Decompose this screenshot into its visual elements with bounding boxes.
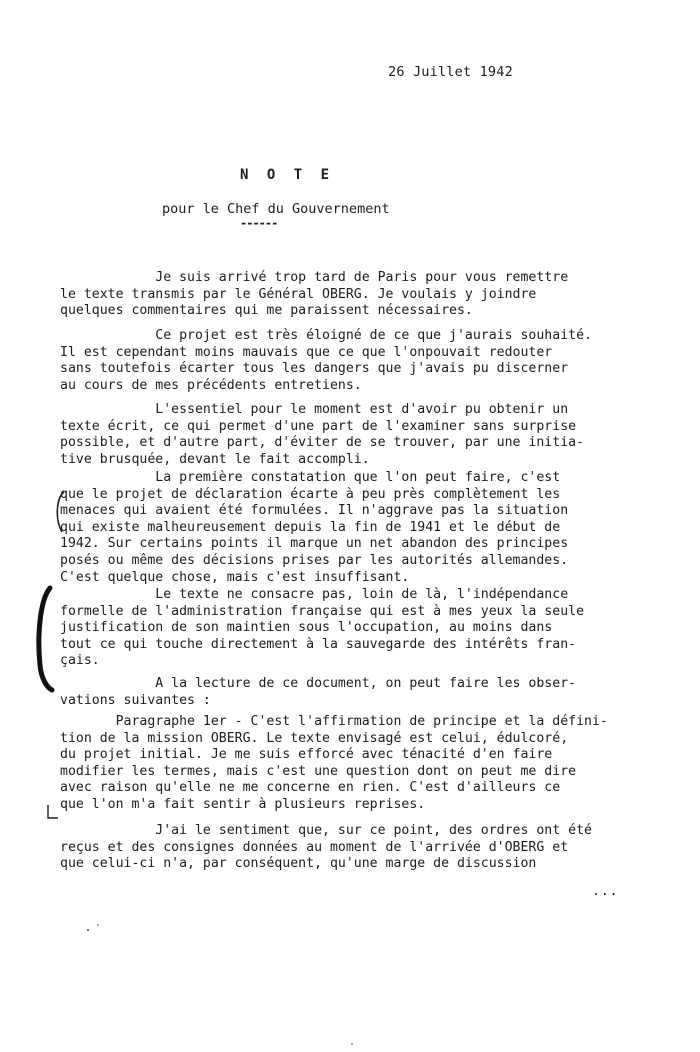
paragraph-5: Le texte ne consacre pas, loin de là, l'indépendance formelle de l'administration française qui est à mes yeux la seule justification de son maintien sous l'occupation, au moins dans tout ce qui touche directement à la sauvegarde des intérêts fran- çais. — [60, 587, 585, 669]
continuation-marker: ... — [592, 884, 619, 899]
paragraph-1: Je suis arrivé trop tard de Paris pour vous remettre le texte transmis par le Général OBERG. Je voulais y joindre quelques commentaires qui me paraissent nécessaires. — [60, 270, 569, 319]
paragraph-8: J'ai le sentiment que, sur ce point, des ordres ont été reçus et des consignes données au moment de l'arrivée d'OBERG et que celui-ci n'a, par conséquent, qu'une marge de discussion — [60, 823, 592, 872]
paragraph-3: L'essentiel pour le moment est d'avoir pu obtenir un texte écrit, ce qui permet d'une part de l'examiner sans surprise possible, et d'autre part, d'éviter de se trouver, par une initia- tive brusquée, devant le fait accompli. — [60, 402, 585, 467]
paragraph-6: A la lecture de ce document, on peut faire les obser- vations suivantes : — [60, 676, 577, 708]
paragraph-4: La première constatation que l'on peut faire, c'est que le projet de déclaration écarte à peu près complètement les menaces qui avaient été formulées. Il n'aggrave pas la situation qui existe malheureusement depuis la fin de 1941 et le début de 1942. Sur certains points il marque un net abandon des principes posés ou même des décisions prises par les autorités allemandes. C'est quelque chose, mais c'est insuffisant. — [60, 470, 569, 585]
paragraph-2: Ce projet est très éloigné de ce que j'aurais souhaité. Il est cependant moins mauvais que ce que l'onpouvait redouter sans toutefois écarter tous les dangers que j'avais pu discerner au cours de mes précédents entretiens. — [60, 328, 592, 393]
document-title: N O T E — [240, 167, 335, 183]
document-subtitle: pour le Chef du Gouvernement — [162, 201, 390, 217]
document-date: 26 Juillet 1942 — [388, 64, 513, 80]
subtitle-underline: ------ — [240, 216, 278, 230]
paragraph-7: Paragraphe 1er - C'est l'affirmation de principe et la défini- tion de la mission OBERG. Le texte envisagé est celui, édulcoré, du projet initial. Je me suis efforcé avec ténacité d'en faire modifier les termes, mais c'est une question dont on peut me dire avec raison qu'elle ne me concerne en rien. C'est d'ailleurs ce que l'on m'a fait sentir à plusieurs reprises. — [60, 714, 608, 812]
